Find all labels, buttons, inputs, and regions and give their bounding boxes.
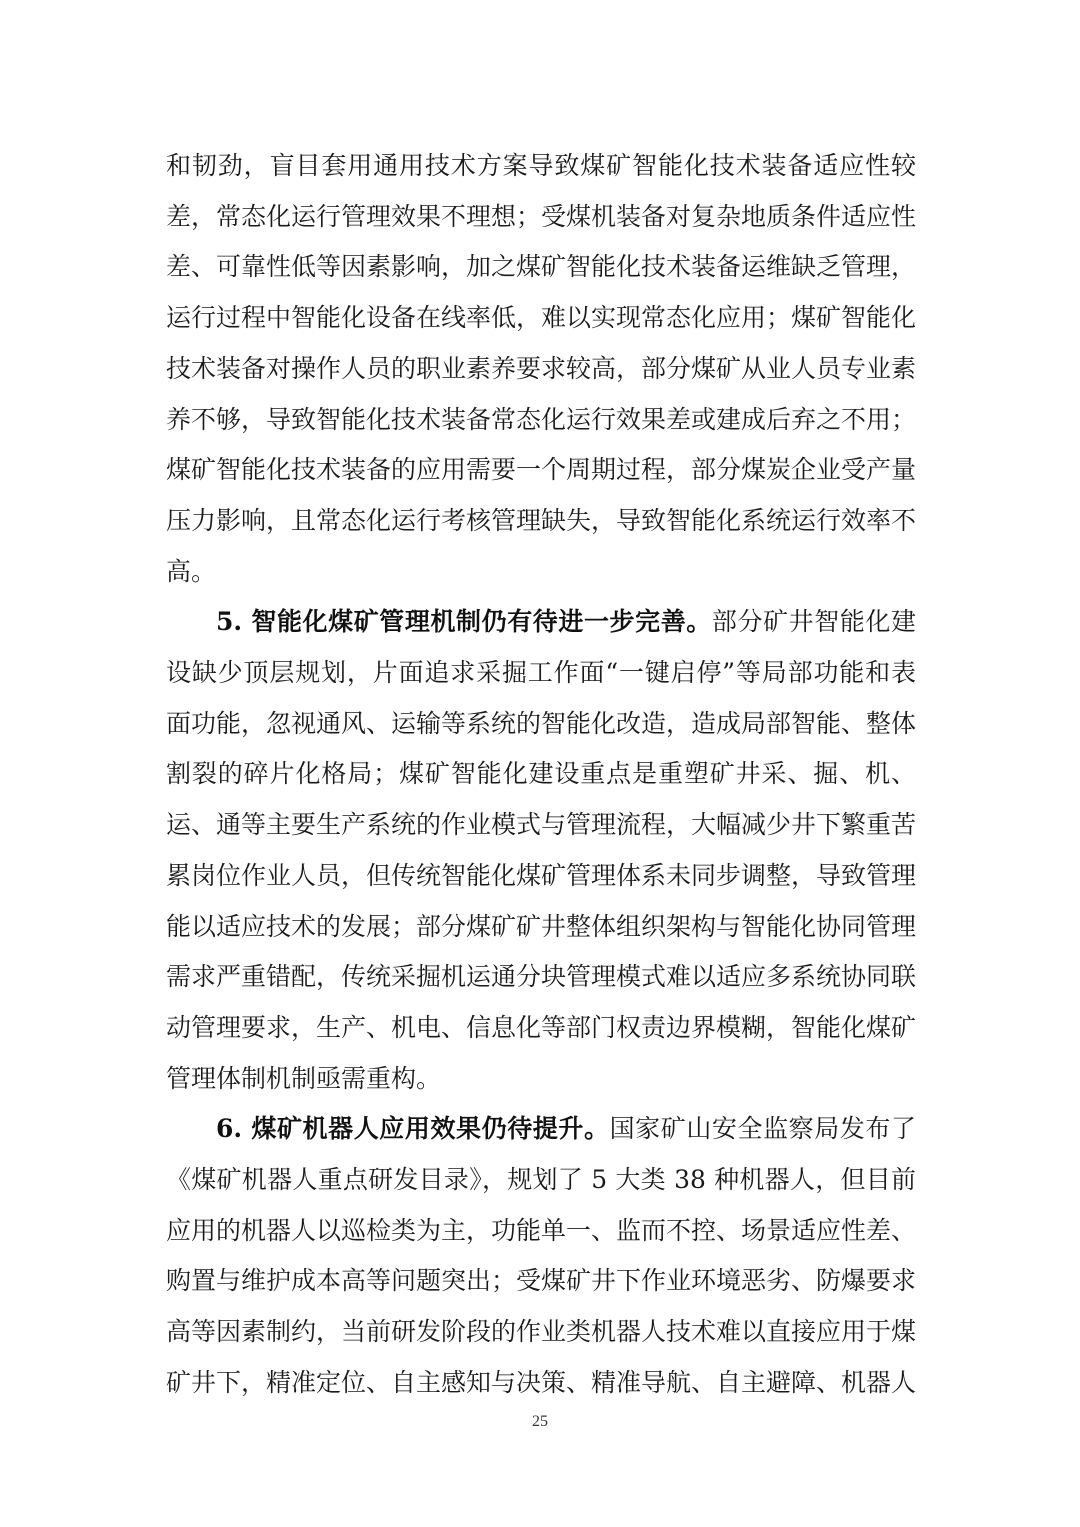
paragraph-text: 部分矿井智能化建设缺少顶层规划，片面追求采掘工作面“一键启停”等局部功能和表面功能，忽视通风、运输等系统的智能化改造，造成局部智能、整体割裂的碎片化格局；煤矿智能化建设重点是重塑矿井采、掘、机、运、通等主要生产系统的作业模式与管理流程，大幅减少井下繁重苦累岗位作业人员，但传统智能化煤矿管理体系未同步调整，导致管理能以适应技术的发展；部分煤矿矿井整体组织架构与智能化协同管理需求严重错配，传统采掘机运通分块管理模式难以适应多系统协同联动管理要求，生产、机电、信息化等部门权责边界模糊，智能化煤矿管理体制机制亟需重构。 [166,607,917,1093]
section-heading: 5. 智能化煤矿管理机制仍有待进一步完善。 [216,607,712,637]
paragraph-section-5 [166,597,916,1104]
paragraph-continuation [166,141,916,597]
section-heading: 6. 煤矿机器人应用效果仍待提升。 [216,1114,610,1144]
body-text [166,141,916,1409]
paragraph-text: 国家矿山安全监察局发布了《煤矿机器人重点研发目录》，规划了 5 大类 38 种机器人，但目前应用的机器人以巡检类为主，功能单一、监而不控、场景适应性差、购置与维护成本高等问题突出；受煤矿井下作业环境恶劣、防爆要求高等因素制约，当前研发阶段的作业类机器人技术难以直接应用于煤矿井下，精准定位、自主感知与决策、精准导航、自主避障、机器人 [166,1114,917,1397]
page-number: 25 [532,1413,548,1430]
paragraph-section-6 [166,1104,916,1408]
paragraph-text: 和韧劲，盲目套用通用技术方案导致煤矿智能化技术装备适应性较差，常态化运行管理效果不理想；受煤机装备对复杂地质条件适应性差、可靠性低等因素影响，加之煤矿智能化技术装备运维缺乏管理，运行过程中智能化设备在线率低，难以实现常态化应用；煤矿智能化技术装备对操作人员的职业素养要求较高，部分煤矿从业人员专业素养不够，导致智能化技术装备常态化运行效果差或建成后弃之不用；煤矿智能化技术装备的应用需要一个周期过程，部分煤炭企业受产量压力影响，且常态化运行考核管理缺失，导致智能化系统运行效率不高。 [166,151,917,586]
